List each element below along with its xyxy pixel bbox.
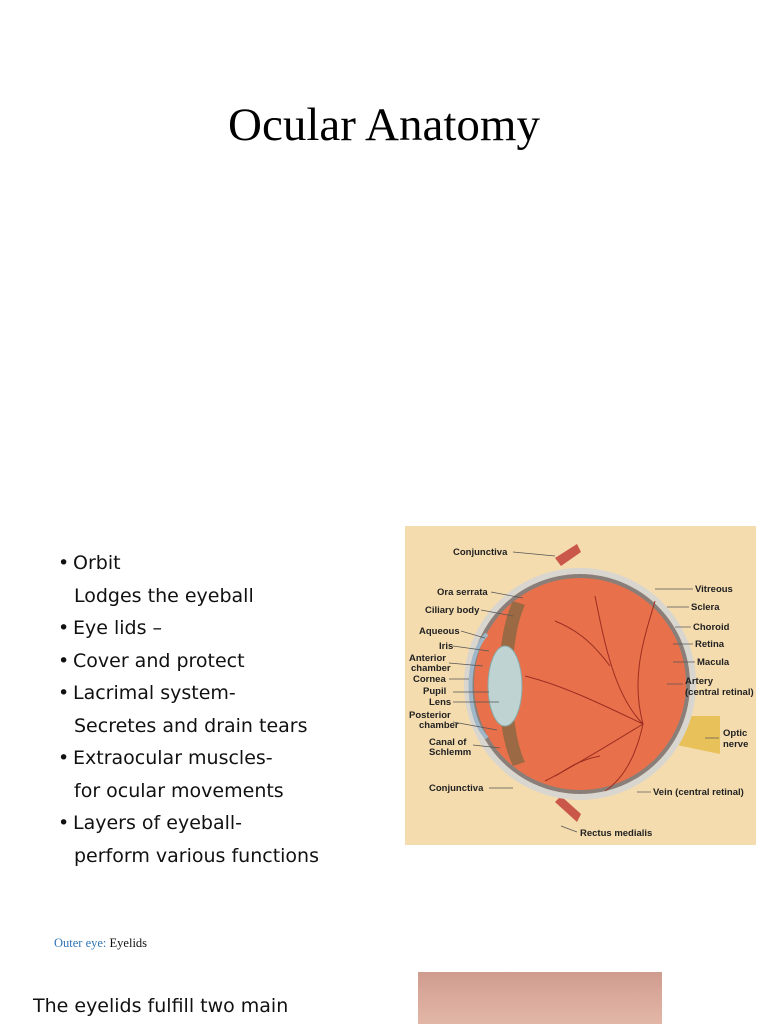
slide-title: Ocular Anatomy	[228, 99, 540, 151]
eye-cross-section-svg	[405, 526, 756, 845]
label-sclera: Sclera	[691, 602, 720, 613]
label-optic: Optic	[723, 728, 748, 739]
label-pupil: Pupil	[423, 686, 447, 697]
label-ora-serrata: Ora serrata	[437, 587, 488, 598]
label-cornea: Cornea	[413, 674, 446, 685]
bullet-item: • Extraocular muscles-	[58, 747, 273, 769]
label-anterior: Anterior	[409, 653, 446, 664]
label-conjunctiva-bottom: Conjunctiva	[429, 783, 484, 794]
bullet-item: • Orbit	[58, 552, 121, 574]
label-artery: Artery	[685, 676, 713, 687]
outer-eye-caption	[54, 936, 147, 951]
label-conjunctiva-top: Conjunctiva	[453, 547, 508, 558]
label-retina: Retina	[695, 639, 725, 650]
label-ciliary-body: Ciliary body	[425, 605, 480, 616]
bullet-item: • Lacrimal system-	[58, 682, 236, 704]
label-posterior: Posterior	[409, 710, 451, 721]
bullet-subtext: perform various functions	[74, 844, 319, 867]
caption-prefix: Outer eye:	[54, 936, 107, 950]
label-rectus-medialis: Rectus medialis	[580, 828, 653, 839]
bullet-item: • Layers of eyeball-	[58, 812, 243, 834]
bullet-subtext: Lodges the eyeball	[74, 584, 254, 607]
lens-shape	[488, 646, 522, 726]
eye-anatomy-diagram	[405, 526, 756, 845]
label-posterior-chamber: chamber	[419, 720, 459, 731]
label-vein: Vein (central retinal)	[653, 787, 744, 798]
label-central-retinal: (central retinal)	[685, 687, 754, 698]
bullet-subtext: for ocular movements	[74, 779, 284, 802]
label-macula: Macula	[697, 657, 730, 668]
label-canal-of: Canal of	[429, 737, 467, 748]
eyelid-photo	[418, 972, 662, 1024]
bullet-item: • Cover and protect	[58, 649, 245, 672]
label-aqueous: Aqueous	[419, 626, 460, 637]
label-schlemm: Schlemm	[429, 747, 472, 758]
bullet-item: • Eye lids –	[58, 617, 163, 639]
bullet-list	[58, 547, 388, 872]
label-iris: Iris	[439, 641, 454, 652]
label-lens: Lens	[429, 697, 452, 708]
label-vitreous: Vitreous	[695, 584, 733, 595]
label-chamber: chamber	[411, 663, 451, 674]
eyelids-description: The eyelids fulfill two main	[33, 995, 289, 1017]
upper-muscle-shape	[555, 544, 581, 566]
label-nerve: nerve	[723, 739, 749, 750]
label-choroid: Choroid	[693, 622, 730, 633]
bullet-subtext: Secretes and drain tears	[74, 714, 308, 737]
caption-text: Eyelids	[109, 936, 148, 950]
